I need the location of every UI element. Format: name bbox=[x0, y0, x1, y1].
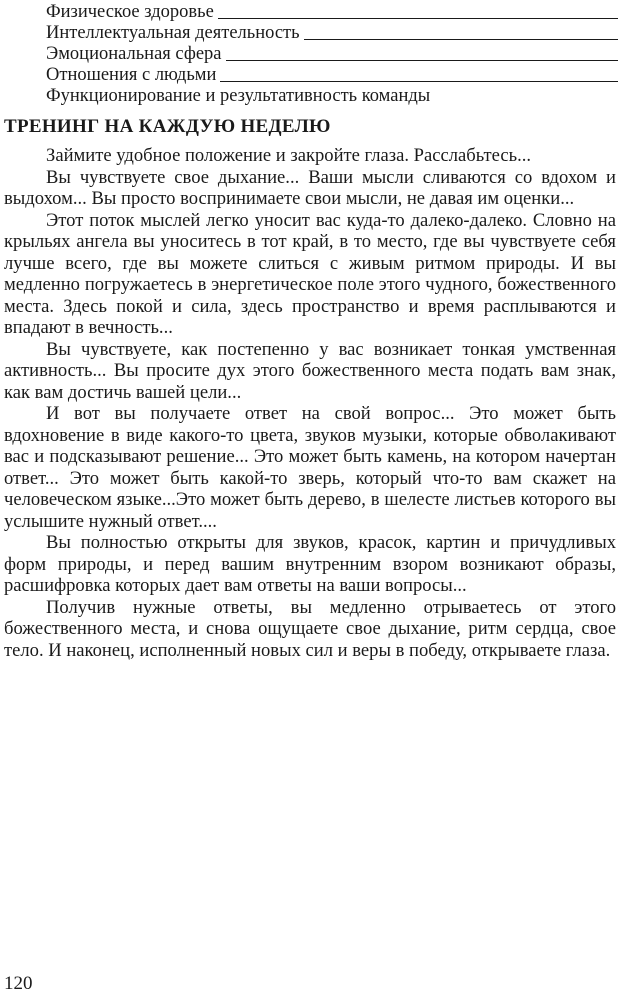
form-line-label: Эмоциональная сфера bbox=[46, 44, 222, 64]
assessment-form-list bbox=[46, 2, 618, 107]
form-line-relationships bbox=[46, 65, 618, 86]
section-body bbox=[4, 145, 616, 661]
form-line-emotional-sphere bbox=[46, 44, 618, 65]
paragraph: Получив нужные ответы, вы медленно отрываетесь от этого божественного места, и снова ощущаете свое дыхание, ритм сердца, свое тело. И наконец, исполненный новых сил и веры в победу, открываете глаза. bbox=[4, 596, 616, 661]
paragraph: Этот поток мыслей легко уносит вас куда-то далеко-далеко. Словно на крыльях ангела вы уноситесь в тот край, в то место, где вы чувствуете себя лучше всего, где вы можете слиться с живым ритмом природы. И вы медленно погружаетесь в энергетическое поле этого чудного, божественного места. Здесь покой и сила, здесь пространство и время расплываются и впадают в вечность... bbox=[4, 209, 616, 338]
paragraph: И вот вы получаете ответ на свой вопрос... Это может быть вдохновение в виде какого-то цвета, звуков музыки, которые обволакивают вас и подсказывают решение... Это может быть камень, на котором начертан ответ... Это может быть какой-то зверь, который что-то вам скажет на человеческом языке...Это может быть дерево, в шелесте листьев которого вы услышите нужный ответ.... bbox=[4, 403, 616, 532]
form-line-intellectual-activity bbox=[46, 23, 618, 44]
paragraph: Вы чувствуете свое дыхание... Ваши мысли сливаются со вдохом и выдохом... Вы просто воспринимаете свои мысли, не давая им оценки... bbox=[4, 166, 616, 209]
form-line-label: Отношения с людьми bbox=[46, 65, 217, 85]
form-line-label: Физическое здоровье bbox=[46, 2, 214, 22]
fill-in-blank-line bbox=[304, 39, 618, 40]
form-line-label: Функционирование и результативность команды bbox=[46, 86, 431, 106]
fill-in-blank-line bbox=[220, 81, 618, 82]
section-heading: ТРЕНИНГ НА КАЖДУЮ НЕДЕЛЮ bbox=[4, 116, 331, 137]
page-number: 120 bbox=[4, 973, 33, 994]
form-line-label: Интеллектуальная деятельность bbox=[46, 23, 300, 43]
paragraph: Вы полностью открыты для звуков, красок, картин и причудливых форм природы, и перед вашим внутренним взором возникают образы, расшифровка которых дает вам ответы на ваши вопросы... bbox=[4, 532, 616, 596]
fill-in-blank-line bbox=[218, 18, 618, 19]
form-line-physical-health bbox=[46, 2, 618, 23]
form-line-team-performance bbox=[46, 86, 618, 107]
paragraph: Займите удобное положение и закройте глаза. Расслабьтесь... bbox=[46, 145, 532, 166]
fill-in-blank-line bbox=[226, 60, 618, 61]
paragraph: Вы чувствуете, как постепенно у вас возникает тонкая умственная активность... Вы просите дух этого божественного места подать вам знак, как вам достичь вашей цели... bbox=[4, 338, 616, 403]
